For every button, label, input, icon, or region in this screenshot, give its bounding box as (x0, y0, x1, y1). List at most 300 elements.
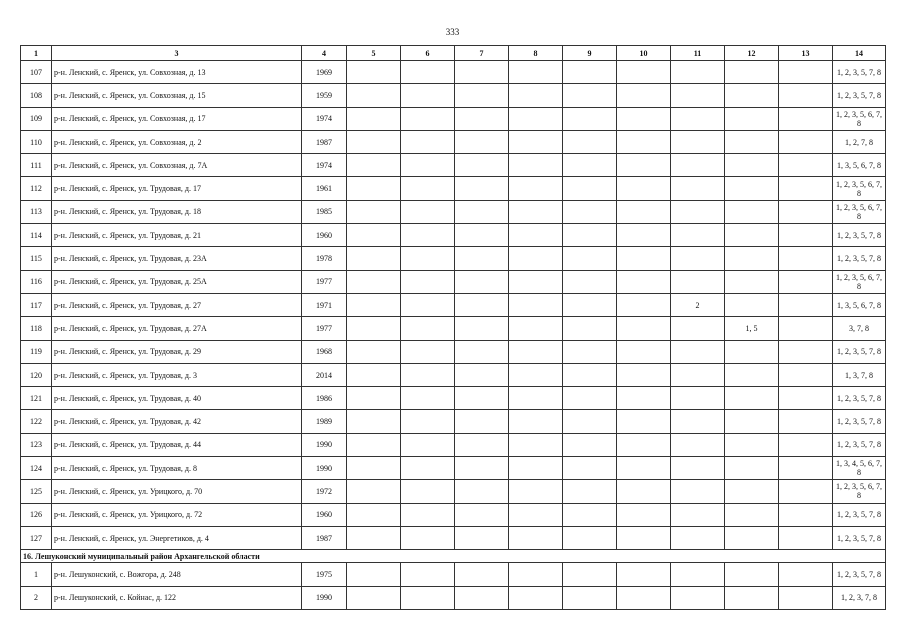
header-cell: 10 (617, 46, 671, 61)
header-cell: 14 (833, 46, 886, 61)
col7-cell (455, 363, 509, 386)
row-number: 123 (21, 433, 52, 456)
address-cell: р-н. Лешуконский, с. Койнас, д. 122 (52, 586, 302, 609)
col11-cell (671, 480, 725, 503)
page-number: 333 (445, 27, 460, 37)
col8-cell (509, 586, 563, 609)
col7-cell (455, 317, 509, 340)
col8-cell (509, 503, 563, 526)
col12-cell (725, 247, 779, 270)
district-leshukonsky-rows (21, 563, 886, 610)
header-cell: 6 (401, 46, 455, 61)
col11-cell (671, 317, 725, 340)
col8-cell (509, 154, 563, 177)
col13-cell (779, 387, 833, 410)
year-cell: 1978 (302, 247, 347, 270)
address-cell: р-н. Ленский, с. Яренск, ул. Урицкого, д. 70 (52, 480, 302, 503)
col5-cell (347, 61, 401, 84)
col7-cell (455, 410, 509, 433)
col14-cell: 1, 2, 3, 5, 7, 8 (833, 84, 886, 107)
col9-cell (563, 410, 617, 433)
col6-cell (401, 130, 455, 153)
col5-cell (347, 84, 401, 107)
col8-cell (509, 340, 563, 363)
col8-cell (509, 563, 563, 586)
year-cell: 1971 (302, 293, 347, 316)
table-row (21, 200, 886, 223)
col6-cell (401, 84, 455, 107)
col6-cell (401, 154, 455, 177)
col10-cell (617, 270, 671, 293)
col14-cell: 1, 2, 3, 5, 6, 7, 8 (833, 480, 886, 503)
col9-cell (563, 457, 617, 480)
col14-cell: 1, 2, 3, 5, 7, 8 (833, 410, 886, 433)
col12-cell (725, 61, 779, 84)
col12-cell (725, 480, 779, 503)
row-number: 113 (21, 200, 52, 223)
col13-cell (779, 586, 833, 609)
row-number: 124 (21, 457, 52, 480)
col5-cell (347, 293, 401, 316)
table-row (21, 130, 886, 153)
col12-cell (725, 586, 779, 609)
col7-cell (455, 433, 509, 456)
col7-cell (455, 84, 509, 107)
address-cell: р-н. Ленский, с. Яренск, ул. Трудовая, д. 27 (52, 293, 302, 316)
col13-cell (779, 433, 833, 456)
col13-cell (779, 84, 833, 107)
col7-cell (455, 457, 509, 480)
col12-cell (725, 293, 779, 316)
col13-cell (779, 293, 833, 316)
year-cell: 1959 (302, 84, 347, 107)
col8-cell (509, 433, 563, 456)
col9-cell (563, 224, 617, 247)
col11-cell (671, 340, 725, 363)
col10-cell (617, 130, 671, 153)
col9-cell (563, 433, 617, 456)
year-cell: 1987 (302, 130, 347, 153)
row-number: 108 (21, 84, 52, 107)
col6-cell (401, 200, 455, 223)
row-number: 114 (21, 224, 52, 247)
col9-cell (563, 154, 617, 177)
year-cell: 1990 (302, 433, 347, 456)
address-cell: р-н. Ленский, с. Яренск, ул. Совхозная, д. 15 (52, 84, 302, 107)
row-number: 2 (21, 586, 52, 609)
section-row (21, 550, 886, 563)
table-row (21, 224, 886, 247)
col13-cell (779, 130, 833, 153)
col9-cell (563, 84, 617, 107)
col13-cell (779, 224, 833, 247)
row-number: 110 (21, 130, 52, 153)
col9-cell (563, 317, 617, 340)
col10-cell (617, 387, 671, 410)
col10-cell (617, 586, 671, 609)
col12-cell (725, 457, 779, 480)
col11-cell (671, 363, 725, 386)
col8-cell (509, 177, 563, 200)
year-cell: 1990 (302, 457, 347, 480)
address-cell: р-н. Ленский, с. Яренск, ул. Совхозная, д. 13 (52, 61, 302, 84)
col7-cell (455, 563, 509, 586)
col14-cell: 1, 2, 3, 5, 7, 8 (833, 563, 886, 586)
col14-cell: 1, 2, 3, 5, 7, 8 (833, 433, 886, 456)
col5-cell (347, 480, 401, 503)
year-cell: 1960 (302, 224, 347, 247)
row-number: 121 (21, 387, 52, 410)
table-row (21, 107, 886, 130)
col9-cell (563, 363, 617, 386)
header-cell: 13 (779, 46, 833, 61)
col13-cell (779, 563, 833, 586)
col5-cell (347, 130, 401, 153)
year-cell: 2014 (302, 363, 347, 386)
col14-cell: 1, 2, 3, 5, 6, 7, 8 (833, 177, 886, 200)
address-cell: р-н. Ленский, с. Яренск, ул. Трудовая, д. 44 (52, 433, 302, 456)
year-cell: 1974 (302, 154, 347, 177)
col8-cell (509, 224, 563, 247)
col10-cell (617, 107, 671, 130)
table-row (21, 563, 886, 586)
col11-cell (671, 457, 725, 480)
col7-cell (455, 247, 509, 270)
col6-cell (401, 177, 455, 200)
col5-cell (347, 433, 401, 456)
col12-cell (725, 410, 779, 433)
col6-cell (401, 586, 455, 609)
col9-cell (563, 293, 617, 316)
row-number: 115 (21, 247, 52, 270)
header-cell: 12 (725, 46, 779, 61)
col11-cell (671, 387, 725, 410)
row-number: 120 (21, 363, 52, 386)
col14-cell: 1, 2, 3, 7, 8 (833, 586, 886, 609)
col6-cell (401, 317, 455, 340)
col7-cell (455, 387, 509, 410)
col10-cell (617, 410, 671, 433)
col11-cell (671, 224, 725, 247)
col8-cell (509, 317, 563, 340)
col6-cell (401, 247, 455, 270)
header-row (21, 46, 886, 61)
col12-cell (725, 200, 779, 223)
address-cell: р-н. Ленский, с. Яренск, ул. Трудовая, д. 42 (52, 410, 302, 433)
col10-cell (617, 526, 671, 549)
col5-cell (347, 457, 401, 480)
address-cell: р-н. Ленский, с. Яренск, ул. Энергетиков, д. 4 (52, 526, 302, 549)
address-cell: р-н. Ленский, с. Яренск, ул. Трудовая, д. 23А (52, 247, 302, 270)
col7-cell (455, 340, 509, 363)
header-cell: 8 (509, 46, 563, 61)
year-cell: 1975 (302, 563, 347, 586)
col8-cell (509, 130, 563, 153)
col8-cell (509, 200, 563, 223)
col6-cell (401, 107, 455, 130)
col9-cell (563, 387, 617, 410)
col9-cell (563, 503, 617, 526)
row-number: 119 (21, 340, 52, 363)
col7-cell (455, 270, 509, 293)
col9-cell (563, 130, 617, 153)
table-row (21, 410, 886, 433)
header-cell: 4 (302, 46, 347, 61)
row-number: 117 (21, 293, 52, 316)
col14-cell: 1, 2, 3, 5, 7, 8 (833, 224, 886, 247)
table-row (21, 270, 886, 293)
col7-cell (455, 224, 509, 247)
year-cell: 1977 (302, 317, 347, 340)
col13-cell (779, 317, 833, 340)
col5-cell (347, 224, 401, 247)
address-cell: р-н. Ленский, с. Яренск, ул. Трудовая, д. 27А (52, 317, 302, 340)
col12-cell (725, 270, 779, 293)
address-cell: р-н. Ленский, с. Яренск, ул. Трудовая, д. 29 (52, 340, 302, 363)
year-cell: 1977 (302, 270, 347, 293)
header-cell: 3 (52, 46, 302, 61)
col5-cell (347, 154, 401, 177)
table-row (21, 177, 886, 200)
col5-cell (347, 563, 401, 586)
col13-cell (779, 340, 833, 363)
col12-cell (725, 387, 779, 410)
col6-cell (401, 293, 455, 316)
col6-cell (401, 563, 455, 586)
col7-cell (455, 586, 509, 609)
col11-cell (671, 563, 725, 586)
col13-cell (779, 61, 833, 84)
address-cell: р-н. Ленский, с. Яренск, ул. Совхозная, д. 2 (52, 130, 302, 153)
col8-cell (509, 247, 563, 270)
col12-cell (725, 130, 779, 153)
year-cell: 1985 (302, 200, 347, 223)
col9-cell (563, 247, 617, 270)
col10-cell (617, 317, 671, 340)
address-cell: р-н. Лешуконский, с. Вожгора, д. 248 (52, 563, 302, 586)
col10-cell (617, 563, 671, 586)
col9-cell (563, 586, 617, 609)
table-row (21, 503, 886, 526)
col13-cell (779, 363, 833, 386)
col10-cell (617, 340, 671, 363)
col13-cell (779, 526, 833, 549)
col6-cell (401, 410, 455, 433)
col14-cell: 1, 2, 3, 5, 7, 8 (833, 526, 886, 549)
address-cell: р-н. Ленский, с. Яренск, ул. Трудовая, д. 25А (52, 270, 302, 293)
col6-cell (401, 387, 455, 410)
col12-cell (725, 154, 779, 177)
table-row (21, 526, 886, 549)
address-cell: р-н. Ленский, с. Яренск, ул. Трудовая, д. 17 (52, 177, 302, 200)
table-row (21, 154, 886, 177)
col12-cell (725, 526, 779, 549)
col14-cell: 1, 3, 5, 6, 7, 8 (833, 293, 886, 316)
address-cell: р-н. Ленский, с. Яренск, ул. Трудовая, д. 8 (52, 457, 302, 480)
col13-cell (779, 177, 833, 200)
col6-cell (401, 61, 455, 84)
col11-cell (671, 107, 725, 130)
col13-cell (779, 107, 833, 130)
col12-cell: 1, 5 (725, 317, 779, 340)
address-cell: р-н. Ленский, с. Яренск, ул. Трудовая, д. 21 (52, 224, 302, 247)
col7-cell (455, 177, 509, 200)
col11-cell (671, 503, 725, 526)
col11-cell (671, 526, 725, 549)
col10-cell (617, 247, 671, 270)
address-cell: р-н. Ленский, с. Яренск, ул. Совхозная, д. 7А (52, 154, 302, 177)
col14-cell: 1, 3, 5, 6, 7, 8 (833, 154, 886, 177)
col8-cell (509, 457, 563, 480)
col12-cell (725, 107, 779, 130)
col9-cell (563, 480, 617, 503)
year-cell: 1990 (302, 586, 347, 609)
col6-cell (401, 224, 455, 247)
col7-cell (455, 200, 509, 223)
col14-cell: 1, 2, 3, 5, 7, 8 (833, 503, 886, 526)
col8-cell (509, 410, 563, 433)
col13-cell (779, 247, 833, 270)
col11-cell (671, 177, 725, 200)
col10-cell (617, 363, 671, 386)
district-lensky-rows (21, 61, 886, 550)
col10-cell (617, 154, 671, 177)
col9-cell (563, 107, 617, 130)
col14-cell: 1, 3, 7, 8 (833, 363, 886, 386)
header-cell: 9 (563, 46, 617, 61)
col9-cell (563, 61, 617, 84)
col7-cell (455, 154, 509, 177)
row-number: 1 (21, 563, 52, 586)
address-cell: р-н. Ленский, с. Яренск, ул. Трудовая, д. 3 (52, 363, 302, 386)
address-cell: р-н. Ленский, с. Яренск, ул. Трудовая, д. 18 (52, 200, 302, 223)
row-number: 111 (21, 154, 52, 177)
col9-cell (563, 563, 617, 586)
col10-cell (617, 84, 671, 107)
col13-cell (779, 154, 833, 177)
col13-cell (779, 270, 833, 293)
table-row (21, 480, 886, 503)
col14-cell: 1, 2, 3, 5, 7, 8 (833, 340, 886, 363)
col5-cell (347, 387, 401, 410)
col12-cell (725, 84, 779, 107)
col6-cell (401, 433, 455, 456)
row-number: 122 (21, 410, 52, 433)
col12-cell (725, 224, 779, 247)
col14-cell: 1, 2, 3, 5, 7, 8 (833, 387, 886, 410)
col13-cell (779, 480, 833, 503)
year-cell: 1974 (302, 107, 347, 130)
col9-cell (563, 526, 617, 549)
col10-cell (617, 457, 671, 480)
table-row (21, 293, 886, 316)
col12-cell (725, 433, 779, 456)
section-leshukonsky (21, 550, 886, 563)
col5-cell (347, 107, 401, 130)
col9-cell (563, 177, 617, 200)
col8-cell (509, 526, 563, 549)
col11-cell (671, 433, 725, 456)
header-cell: 11 (671, 46, 725, 61)
col8-cell (509, 293, 563, 316)
col10-cell (617, 503, 671, 526)
row-number: 126 (21, 503, 52, 526)
col10-cell (617, 61, 671, 84)
col5-cell (347, 270, 401, 293)
section-title: 16. Лешуконский муниципальный район Архангельской области (21, 550, 886, 563)
year-cell: 1969 (302, 61, 347, 84)
table-row (21, 387, 886, 410)
col14-cell: 1, 3, 4, 5, 6, 7, 8 (833, 457, 886, 480)
col14-cell: 1, 2, 3, 5, 6, 7, 8 (833, 270, 886, 293)
col12-cell (725, 563, 779, 586)
header-cell: 1 (21, 46, 52, 61)
col6-cell (401, 363, 455, 386)
col14-cell: 3, 7, 8 (833, 317, 886, 340)
col14-cell: 1, 2, 7, 8 (833, 130, 886, 153)
address-cell: р-н. Ленский, с. Яренск, ул. Урицкого, д. 72 (52, 503, 302, 526)
col12-cell (725, 363, 779, 386)
col6-cell (401, 503, 455, 526)
year-cell: 1960 (302, 503, 347, 526)
col11-cell (671, 200, 725, 223)
table-row (21, 340, 886, 363)
col14-cell: 1, 2, 3, 5, 7, 8 (833, 61, 886, 84)
address-cell: р-н. Ленский, с. Яренск, ул. Совхозная, д. 17 (52, 107, 302, 130)
col8-cell (509, 84, 563, 107)
row-number: 107 (21, 61, 52, 84)
header-cell: 7 (455, 46, 509, 61)
col7-cell (455, 107, 509, 130)
col8-cell (509, 480, 563, 503)
col11-cell (671, 130, 725, 153)
col14-cell: 1, 2, 3, 5, 6, 7, 8 (833, 200, 886, 223)
col11-cell (671, 84, 725, 107)
year-cell: 1989 (302, 410, 347, 433)
col11-cell (671, 247, 725, 270)
table-row (21, 433, 886, 456)
col10-cell (617, 224, 671, 247)
col10-cell (617, 433, 671, 456)
col10-cell (617, 480, 671, 503)
year-cell: 1961 (302, 177, 347, 200)
col12-cell (725, 340, 779, 363)
col12-cell (725, 177, 779, 200)
col11-cell: 2 (671, 293, 725, 316)
row-number: 118 (21, 317, 52, 340)
year-cell: 1986 (302, 387, 347, 410)
row-number: 116 (21, 270, 52, 293)
col9-cell (563, 200, 617, 223)
row-number: 125 (21, 480, 52, 503)
col8-cell (509, 387, 563, 410)
col8-cell (509, 61, 563, 84)
year-cell: 1968 (302, 340, 347, 363)
col13-cell (779, 200, 833, 223)
col9-cell (563, 270, 617, 293)
table-row (21, 84, 886, 107)
col13-cell (779, 410, 833, 433)
col5-cell (347, 526, 401, 549)
col5-cell (347, 200, 401, 223)
row-number: 109 (21, 107, 52, 130)
col10-cell (617, 200, 671, 223)
row-number: 127 (21, 526, 52, 549)
col11-cell (671, 586, 725, 609)
col14-cell: 1, 2, 3, 5, 6, 7, 8 (833, 107, 886, 130)
year-cell: 1987 (302, 526, 347, 549)
table-row (21, 317, 886, 340)
